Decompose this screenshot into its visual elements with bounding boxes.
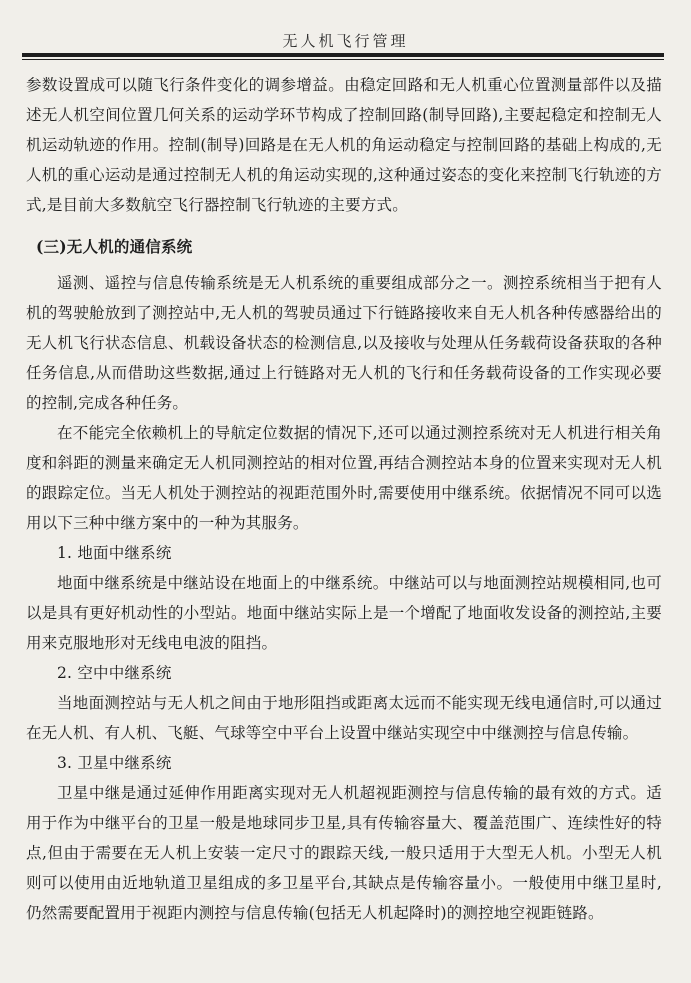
subheading-satellite-relay: 3. 卫星中继系统 bbox=[57, 754, 172, 772]
running-header: 无人机飞行管理 bbox=[282, 32, 409, 50]
page-body bbox=[26, 70, 662, 928]
header-rule-thin bbox=[22, 59, 664, 60]
paragraph-ground-relay: 地面中继系统是中继站设在地面上的中继系统。中继站可以与地面测控站规模相同,也可以是具有更好机动性的小型站。地面中继站实际上是一个增配了地面收发设备的测控站,主要用来克服地形对无线电电波的阻挡。 bbox=[26, 574, 662, 652]
paragraph-telemetry: 遥测、遥控与信息传输系统是无人机系统的重要组成部分之一。测控系统相当于把有人机的驾驶舱放到了测控站中,无人机的驾驶员通过下行链路接收来自无人机各种传感器给出的无人机飞行状态信息、机载设备状态的检测信息,以及接收与处理从任务载荷设备获取的各种任务信息,从而借助这些数据,通过上行链路对无人机的飞行和任务载荷设备的工作实现必要的控制,完成各种任务。 bbox=[26, 274, 662, 412]
paragraph-control-loop: 参数设置成可以随飞行条件变化的调参增益。由稳定回路和无人机重心位置测量部件以及描述无人机空间位置几何关系的运动学环节构成了控制回路(制导回路),主要起稳定和控制无人机运动轨迹的作用。控制(制导)回路是在无人机的角运动稳定与控制回路的基础上构成的,无人机的重心运动是通过控制无人机的角运动实现的,这种通过姿态的变化来控制飞行轨迹的方式,是目前大多数航空飞行器控制飞行轨迹的主要方式。 bbox=[26, 76, 662, 214]
paragraph-satellite-relay: 卫星中继是通过延伸作用距离实现对无人机超视距测控与信息传输的最有效的方式。适用于作为中继平台的卫星一般是地球同步卫星,具有传输容量大、覆盖范围广、连续性好的特点,但由于需要在无人机上安装一定尺寸的跟踪天线,一般只适用于大型无人机。小型无人机则可以使用由近地轨道卫星组成的多卫星平台,其缺点是传输容量小。一般使用中继卫星时,仍然需要配置用于视距内测控与信息传输(包括无人机起降时)的测控地空视距链路。 bbox=[26, 784, 662, 922]
subheading-air-relay: 2. 空中中继系统 bbox=[57, 664, 172, 682]
subheading-ground-relay: 1. 地面中继系统 bbox=[57, 544, 172, 562]
paragraph-air-relay: 当地面测控站与无人机之间由于地形阻挡或距离太远而不能实现无线电通信时,可以通过在无人机、有人机、飞艇、气球等空中平台上设置中继站实现空中中继测控与信息传输。 bbox=[26, 694, 662, 742]
section-heading: (三)无人机的通信系统 bbox=[36, 237, 193, 256]
header-rule-thick bbox=[22, 53, 664, 57]
paragraph-relay-intro: 在不能完全依赖机上的导航定位数据的情况下,还可以通过测控系统对无人机进行相关角度和斜距的测量来确定无人机同测控站的相对位置,再结合测控站本身的位置来实现对无人机的跟踪定位。当无人机处于测控站的视距范围外时,需要使用中继系统。依据情况不同可以选用以下三种中继方案中的一种为其服务。 bbox=[26, 424, 662, 532]
